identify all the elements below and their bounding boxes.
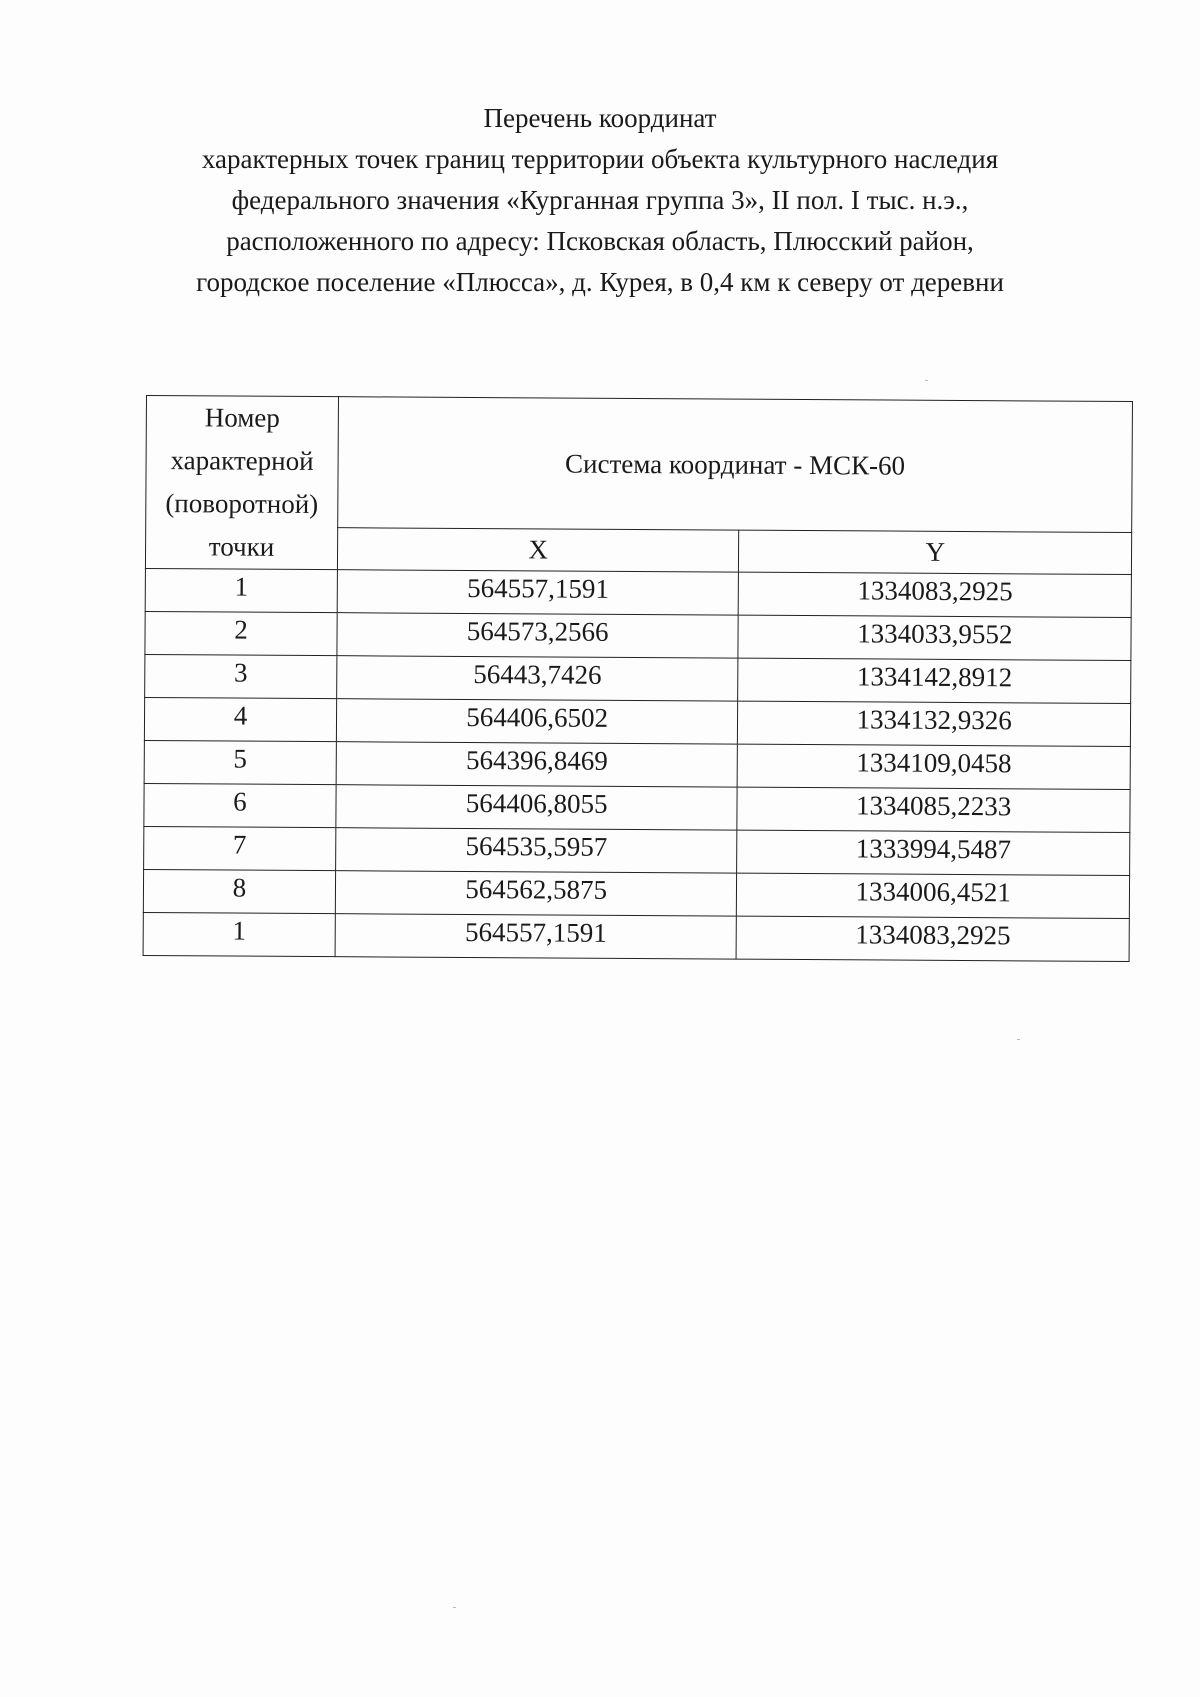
title-line-1: Перечень координат xyxy=(483,103,717,133)
coordinate-system-header: Система координат - МСК-60 xyxy=(338,397,1133,533)
title-line-3: федерального значения «Курганная группа 3», II пол. I тыс. н.э., xyxy=(231,185,969,215)
scan-speck xyxy=(453,1607,456,1608)
point-number-header-line: точки xyxy=(208,531,275,562)
title-line-5: городское поселение «Плюсса», д. Курея, в 0,4 км к северу от деревни xyxy=(196,267,1004,297)
x-coordinate-cell: 564406,6502 xyxy=(336,699,738,744)
point-number-header-line: (поворотной) xyxy=(165,488,319,520)
y-coordinate-cell: 1333994,5487 xyxy=(737,830,1130,875)
coordinates-table xyxy=(143,395,1133,962)
x-coordinate-cell: 56443,7426 xyxy=(337,656,739,701)
point-number-cell: 1 xyxy=(143,912,335,956)
table-row xyxy=(144,783,1130,832)
title-line-4: расположенного по адресу: Псковская область, Плюсский район, xyxy=(226,226,974,256)
point-number-header xyxy=(145,396,338,570)
scan-speck xyxy=(925,380,928,381)
table-row xyxy=(145,654,1131,703)
table-row xyxy=(145,568,1131,617)
y-coordinate-cell: 1334132,9326 xyxy=(738,701,1131,746)
document-title xyxy=(150,98,1050,303)
table-row xyxy=(144,697,1130,746)
point-number-cell: 5 xyxy=(144,740,336,784)
y-coordinate-cell: 1334083,2925 xyxy=(736,916,1129,961)
point-number-header-line: характерной xyxy=(170,445,314,477)
point-number-cell: 4 xyxy=(144,697,336,741)
coordinates-table-body xyxy=(143,568,1131,961)
x-coordinate-cell: 564396,8469 xyxy=(336,742,738,787)
x-coordinate-cell: 564557,1591 xyxy=(335,914,737,959)
point-number-cell: 3 xyxy=(145,654,337,698)
x-coordinate-cell: 564406,8055 xyxy=(336,785,738,830)
point-number-header-line: Номер xyxy=(204,402,280,433)
table-row xyxy=(145,611,1131,660)
title-line-2: характерных точек границ территории объекта культурного наследия xyxy=(201,144,999,174)
table-header-row xyxy=(146,396,1133,533)
y-coordinate-cell: 1334109,0458 xyxy=(738,744,1131,789)
point-number-cell: 1 xyxy=(145,568,337,612)
y-coordinate-cell: 1334033,9552 xyxy=(738,615,1131,660)
y-coordinate-cell: 1334006,4521 xyxy=(737,873,1130,918)
y-coordinate-cell: 1334083,2925 xyxy=(739,572,1132,617)
x-column-header: X xyxy=(337,528,739,572)
x-coordinate-cell: 564557,1591 xyxy=(337,570,739,615)
point-number-cell: 6 xyxy=(144,783,336,827)
x-coordinate-cell: 564535,5957 xyxy=(336,828,738,873)
scan-speck xyxy=(1017,1039,1020,1040)
x-coordinate-cell: 564562,5875 xyxy=(335,871,737,916)
y-coordinate-cell: 1334085,2233 xyxy=(737,787,1130,832)
table-row xyxy=(144,740,1130,789)
y-column-header: Y xyxy=(739,530,1132,574)
table-row xyxy=(143,869,1129,918)
table-row xyxy=(143,912,1129,961)
point-number-cell: 7 xyxy=(144,826,336,870)
table-row xyxy=(144,826,1130,875)
y-coordinate-cell: 1334142,8912 xyxy=(738,658,1131,703)
point-number-cell: 2 xyxy=(145,611,337,655)
x-coordinate-cell: 564573,2566 xyxy=(337,613,739,658)
point-number-cell: 8 xyxy=(143,869,335,913)
